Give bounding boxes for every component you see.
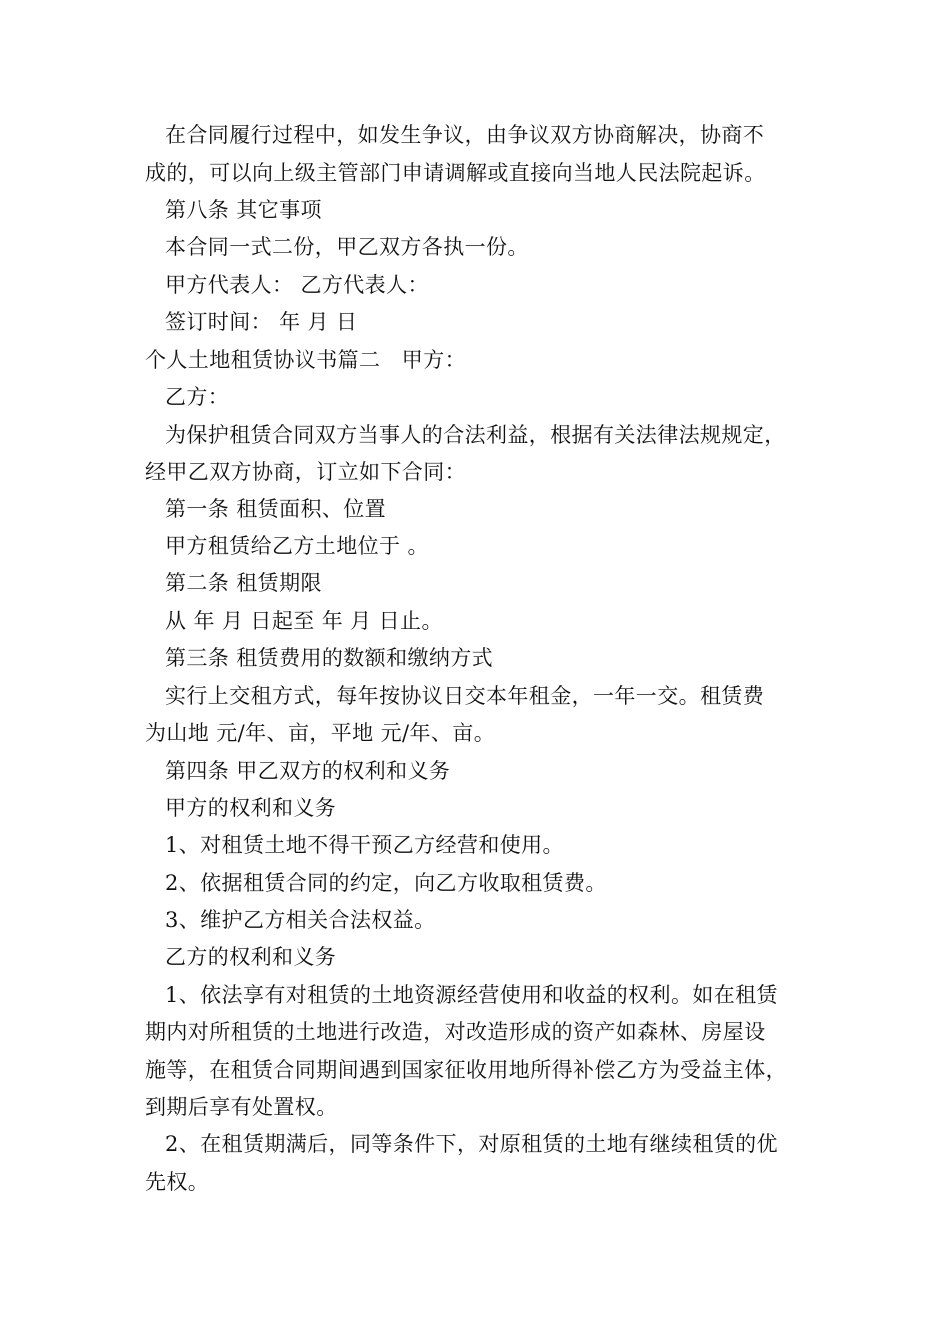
section-heading: 第三条 租赁费用的数额和缴纳方式 xyxy=(165,646,494,670)
list-item: 1、对租赁土地不得干预乙方经营和使用。 xyxy=(165,833,564,857)
paragraph-line: 成的，可以向上级主管部门申请调解或直接向当地人民法院起诉。 xyxy=(145,161,766,185)
paragraph-line: 为山地 元/年、亩，平地 元/年、亩。 xyxy=(145,721,496,745)
paragraph-line: 期内对所租赁的土地进行改造，对改造形成的资产如森林、房屋设 xyxy=(145,1020,766,1044)
paragraph-line: 经甲乙双方协商，订立如下合同： xyxy=(145,460,466,484)
subsection-heading: 乙方的权利和义务 xyxy=(165,945,337,969)
subsection-heading: 甲方的权利和义务 xyxy=(165,796,337,820)
list-item: 3、维护乙方相关合法权益。 xyxy=(165,908,436,932)
paragraph-line: 先权。 xyxy=(145,1170,210,1194)
paragraph-line: 实行上交租方式，每年按协议日交本年租金，一年一交。租赁费 xyxy=(165,684,765,708)
date-line: 签订时间： 年 月 日 xyxy=(165,310,358,334)
section-heading: 第四条 甲乙双方的权利和义务 xyxy=(165,759,451,783)
paragraph-line: 在合同履行过程中，如发生争议，由争议双方协商解决，协商不 xyxy=(165,123,765,147)
section-heading: 第二条 租赁期限 xyxy=(165,571,322,595)
section-heading: 第一条 租赁面积、位置 xyxy=(165,497,387,521)
paragraph-line: 甲方租赁给乙方土地位于 。 xyxy=(165,534,429,558)
document-title: 个人土地租赁协议书篇二 甲方： xyxy=(145,348,466,372)
list-item: 2、依据租赁合同的约定，向乙方收取租赁费。 xyxy=(165,871,607,895)
paragraph-line: 为保护租赁合同双方当事人的合法利益，根据有关法律法规规定， xyxy=(165,423,786,447)
party-line: 乙方： xyxy=(165,385,230,409)
paragraph-line: 从 年 月 日起至 年 月 日止。 xyxy=(165,609,443,633)
signature-line: 甲方代表人： 乙方代表人： xyxy=(165,273,429,297)
paragraph-line: 施等，在租赁合同期间遇到国家征收用地所得补偿乙方为受益主体， xyxy=(145,1058,787,1082)
list-item: 1、依法享有对租赁的土地资源经营使用和收益的权利。如在租赁 xyxy=(165,983,778,1007)
paragraph-line: 到期后享有处置权。 xyxy=(145,1095,338,1119)
list-item: 2、在租赁期满后，同等条件下，对原租赁的土地有继续租赁的优 xyxy=(165,1132,778,1156)
section-heading: 第八条 其它事项 xyxy=(165,198,322,222)
paragraph-line: 本合同一式二份，甲乙双方各执一份。 xyxy=(165,235,529,259)
